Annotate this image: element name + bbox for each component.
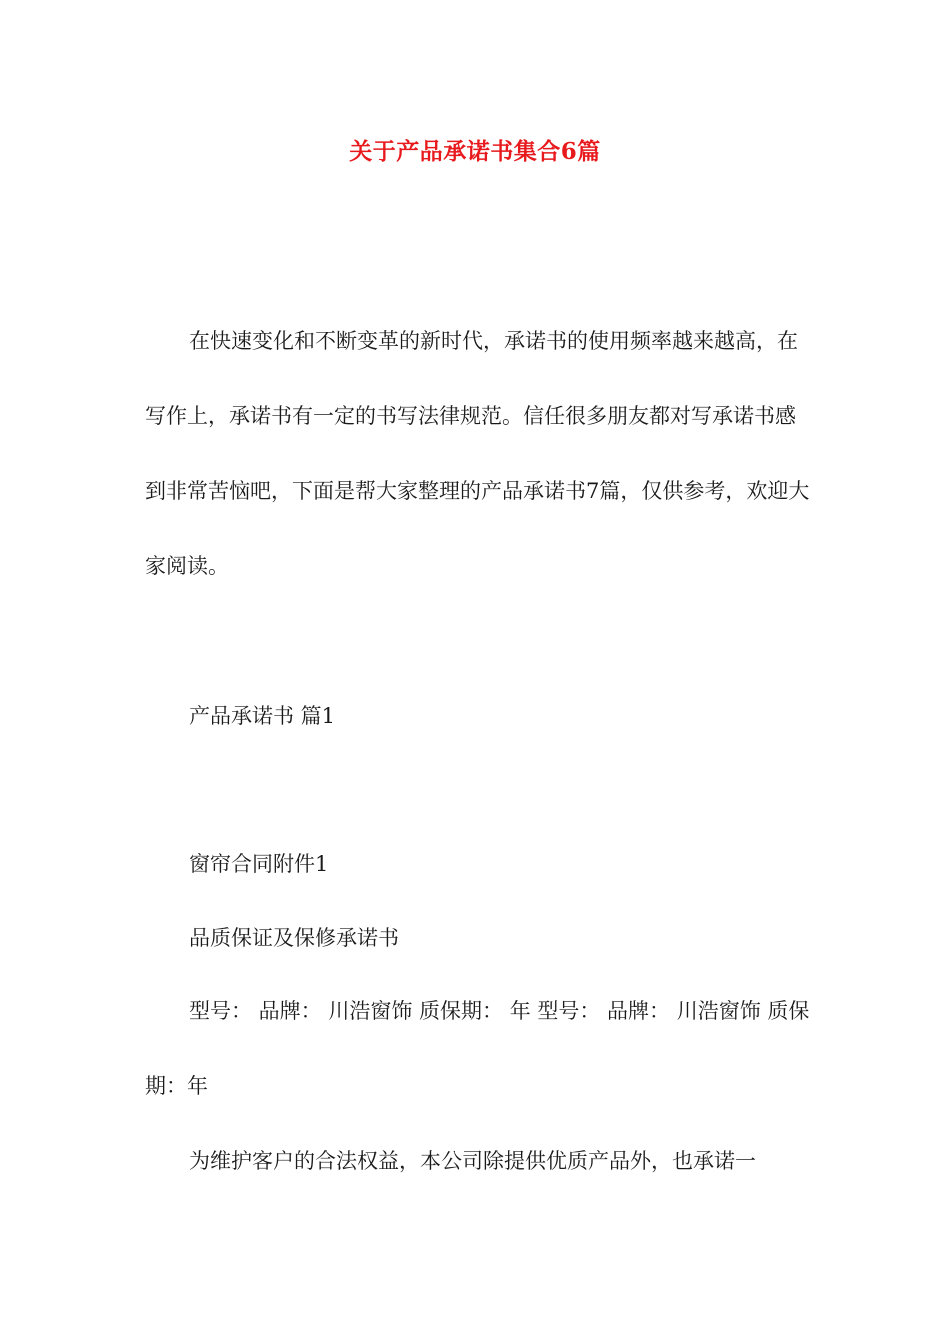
section-heading: 产品承诺书 篇1 [189, 704, 336, 728]
subtitle: 品质保证及保修承诺书 [189, 926, 399, 950]
body-paragraph: 为维护客户的合法权益，本公司除提供优质产品外，也承诺一 [189, 1149, 756, 1173]
intro-paragraph: 在快速变化和不断变革的新时代，承诺书的使用频率越来越高，在写作上，承诺书有一定的书写法律规范。信任很多朋友都对写承诺书感到非常苦恼吧，下面是帮大家整理的产品承诺书7篇，仅供参考，欢迎大家阅读。 [145, 329, 810, 578]
spec-line: 型号： 品牌： 川浩窗饰 质保期： 年 型号： 品牌： 川浩窗饰 质保期：年 [145, 999, 810, 1098]
document-title: 关于产品承诺书集合6篇 [349, 138, 601, 165]
attachment-label: 窗帘合同附件1 [189, 852, 329, 876]
